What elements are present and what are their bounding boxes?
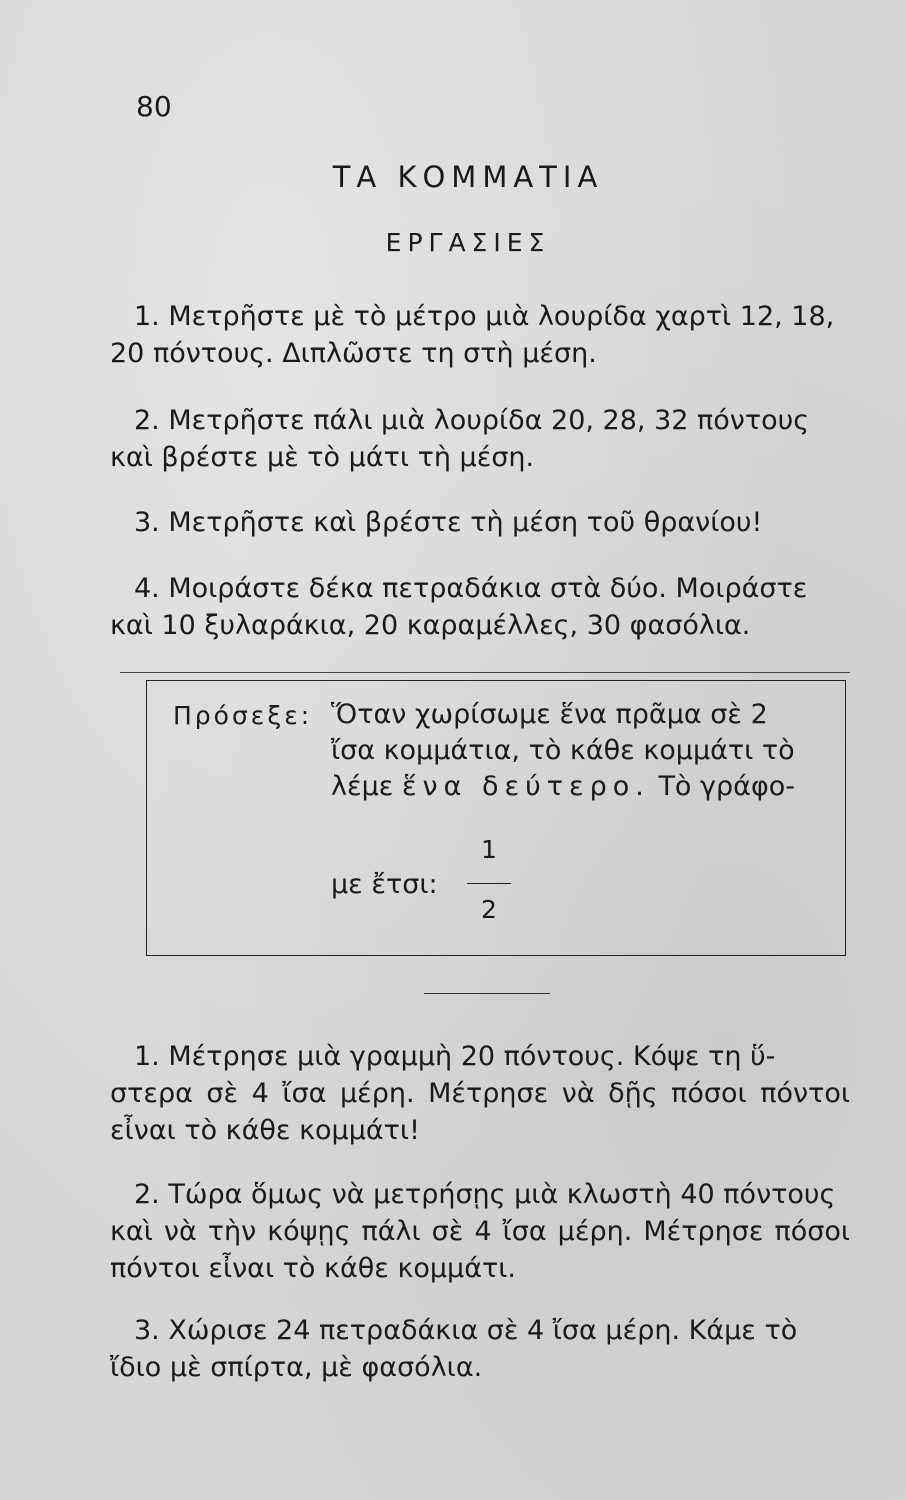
exercise-2-line1: 2. Μετρῆστε πάλι μιὰ λουρίδα 20, 28, 32 πόντους <box>134 405 810 436</box>
task-1 <box>110 1038 850 1149</box>
task-3-line1: 3. Χώρισε 24 πετραδάκια σὲ 4 ἴσα μέρη. Κάμε τὸ <box>134 1315 798 1346</box>
note-top-rule <box>120 672 850 673</box>
chapter-title: ΤΑ ΚΟΜΜΑΤΙΑ <box>332 160 604 194</box>
task-2 <box>110 1176 850 1287</box>
task-1-line1: 1. Μέτρησε μιὰ γραμμὴ 20 πόντους. Κόψε τη ὕ- <box>134 1041 776 1072</box>
section-divider <box>424 993 550 994</box>
exercise-1 <box>110 298 850 372</box>
note-line-3 <box>331 769 801 805</box>
section-title: ΕΡΓΑΣΙΕΣ <box>385 228 551 257</box>
note-box <box>146 680 846 956</box>
fraction-numerator: 1 <box>481 835 497 864</box>
note-label: Πρόσεξε: <box>173 701 313 730</box>
note-line-1: Ὅταν χωρίσωμε ἕνα πρᾶμα σὲ 2 <box>331 699 768 730</box>
note-text <box>331 697 801 805</box>
exercise-2-rest: καὶ βρέστε μὲ τὸ μάτι τὴ μέση. <box>110 442 535 473</box>
task-1-rest: στερα σὲ 4 ἴσα μέρη. Μέτρησε νὰ δῇς πόσοι πόντοι εἶναι τὸ κάθε κομμάτι! <box>110 1078 850 1146</box>
note-line-2: ἴσα κομμάτια, τὸ κάθε κομμάτι τὸ <box>331 735 795 766</box>
fraction-bar <box>467 883 511 884</box>
exercise-1-rest: 20 πόντους. Διπλῶστε τη στὴ μέση. <box>110 338 597 369</box>
note-line-3-c: Τὸ γράφο- <box>658 771 796 802</box>
task-3 <box>110 1312 850 1386</box>
exercise-4 <box>110 570 850 644</box>
task-2-line1: 2. Τώρα ὅμως νὰ μετρήσῃς μιὰ κλωστὴ 40 πόντους <box>134 1179 836 1210</box>
exercise-1-line1: 1. Μετρῆστε μὲ τὸ μέτρο μιὰ λουρίδα χαρτὶ 12, 18, <box>134 301 835 332</box>
exercise-4-rest: καὶ 10 ξυλαράκια, 20 καραμέλλες, 30 φασόλια. <box>110 610 751 641</box>
fraction-row <box>331 829 731 929</box>
page-number: 80 <box>136 90 172 123</box>
note-line-3-term: ἕνα δεύτερο. <box>401 771 650 802</box>
task-3-rest: ἴδιο μὲ σπίρτα, μὲ φασόλια. <box>110 1352 483 1383</box>
exercise-3-line1: 3. Μετρῆστε καὶ βρέστε τὴ μέση τοῦ θρανίου! <box>134 507 763 538</box>
fraction-denominator: 2 <box>481 895 497 924</box>
fraction-lead: με ἔτσι: <box>331 869 438 900</box>
exercise-3 <box>110 504 850 541</box>
exercise-2 <box>110 402 850 476</box>
note-line-3-a: λέμε <box>331 771 394 802</box>
exercise-4-line1: 4. Μοιράστε δέκα πετραδάκια στὰ δύο. Μοιράστε <box>134 573 808 604</box>
task-2-rest: καὶ νὰ τὴν κόψῃς πάλι σὲ 4 ἴσα μέρη. Μέτρησε πόσοι πόντοι εἶναι τὸ κάθε κομμάτι. <box>110 1216 850 1284</box>
